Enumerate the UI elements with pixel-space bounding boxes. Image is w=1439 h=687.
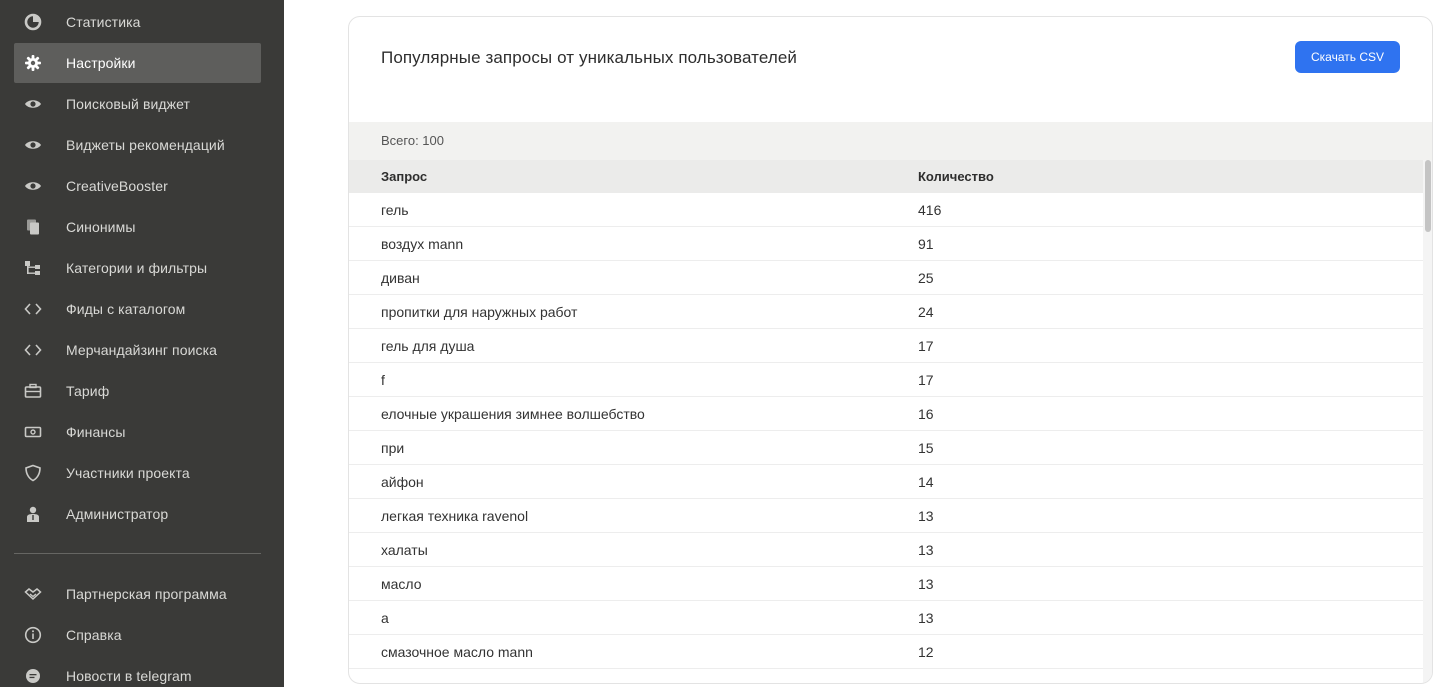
sidebar-item-label: Фиды с каталогом: [66, 301, 186, 317]
query-cell: легкая техника ravenol: [381, 508, 529, 524]
table-row: [349, 533, 1423, 567]
sidebar-item-finance[interactable]: [14, 412, 261, 452]
sidebar-item-help[interactable]: [14, 615, 261, 655]
handshake-icon: [24, 585, 42, 603]
popular-queries-card: [348, 16, 1433, 684]
query-cell: a: [381, 610, 389, 626]
query-cell: смазочное масло mann: [381, 644, 533, 660]
sidebar-item-label: Администратор: [66, 506, 169, 522]
sidebar-item-project-members[interactable]: [14, 453, 261, 493]
sidebar-divider: [14, 553, 261, 554]
query-cell: гель: [381, 202, 409, 218]
table-row: [349, 329, 1423, 363]
sidebar-item-recommendation-widgets[interactable]: [14, 125, 261, 165]
sidebar-item-label: Настройки: [66, 55, 136, 71]
briefcase-icon: [24, 382, 42, 400]
query-cell: воздух mann: [381, 236, 464, 252]
sidebar-item-label: Новости в telegram: [66, 668, 192, 684]
sidebar-item-label: Виджеты рекомендаций: [66, 137, 225, 153]
info-icon: [24, 626, 42, 644]
query-cell: пропитки для наружных работ: [381, 304, 578, 320]
sidebar-item-label: Участники проекта: [66, 465, 190, 481]
sidebar-item-search-widget[interactable]: [14, 84, 261, 124]
sidebar-item-creativebooster[interactable]: [14, 166, 261, 206]
table-row: [349, 567, 1423, 601]
statistics-icon: [24, 13, 42, 31]
table-header: [349, 160, 1423, 193]
table-row: [349, 227, 1423, 261]
sidebar-item-label: Категории и фильтры: [66, 260, 208, 276]
table-row: [349, 261, 1423, 295]
sidebar-item-label: Статистика: [66, 14, 141, 30]
eye-icon: [24, 95, 42, 113]
scrollbar-thumb[interactable]: [1425, 160, 1431, 232]
code-icon: [24, 341, 42, 359]
table-row: [349, 499, 1423, 533]
count-cell: 25: [918, 270, 934, 286]
count-cell: 17: [918, 338, 934, 354]
sidebar-item-label: Поисковый виджет: [66, 96, 191, 112]
sidebar-item-synonyms[interactable]: [14, 207, 261, 247]
sidebar-item-label: Тариф: [66, 383, 110, 399]
sidebar: [0, 0, 284, 687]
table-row: [349, 635, 1423, 669]
download-csv-button[interactable]: Скачать CSV: [1295, 41, 1400, 73]
query-cell: масло: [381, 576, 422, 592]
sidebar-item-label: CreativeBooster: [66, 178, 168, 194]
count-cell: 17: [918, 372, 934, 388]
query-cell: гель для душа: [381, 338, 475, 354]
sidebar-item-label: Справка: [66, 627, 122, 643]
column-header-query[interactable]: Запрос: [381, 169, 428, 184]
query-cell: халаты: [381, 542, 428, 558]
count-cell: 24: [918, 304, 934, 320]
sidebar-item-partner-program[interactable]: [14, 574, 261, 614]
total-bar: [349, 122, 1433, 160]
sidebar-item-label: Финансы: [66, 424, 126, 440]
count-cell: 13: [918, 508, 934, 524]
table-row: [349, 465, 1423, 499]
count-cell: 12: [918, 644, 934, 660]
table-row: [349, 193, 1423, 227]
sidebar-item-categories-filters[interactable]: [14, 248, 261, 288]
sidebar-item-label: Партнерская программа: [66, 586, 227, 602]
eye-icon: [24, 136, 42, 154]
sidebar-item-label: Мерчандайзинг поиска: [66, 342, 218, 358]
copy-icon: [24, 218, 42, 236]
count-cell: 91: [918, 236, 934, 252]
hierarchy-icon: [24, 259, 42, 277]
gear-icon: [24, 54, 42, 72]
count-cell: 13: [918, 576, 934, 592]
table-row: [349, 363, 1423, 397]
count-cell: 416: [918, 202, 942, 218]
column-header-count[interactable]: Количество: [918, 169, 994, 184]
count-cell: 14: [918, 474, 934, 490]
table-row: [349, 601, 1423, 635]
sidebar-item-tariff[interactable]: [14, 371, 261, 411]
admin-icon: [24, 505, 42, 523]
sidebar-item-search-merchandising[interactable]: [14, 330, 261, 370]
table-row: [349, 295, 1423, 329]
chat-icon: [24, 667, 42, 685]
query-cell: айфон: [381, 474, 424, 490]
sidebar-item-label: Синонимы: [66, 219, 136, 235]
table-row: [349, 431, 1423, 465]
query-cell: диван: [381, 270, 420, 286]
table-scrollbar[interactable]: [1423, 160, 1433, 684]
money-icon: [24, 423, 42, 441]
count-cell: 16: [918, 406, 934, 422]
code-icon: [24, 300, 42, 318]
table-body: [349, 193, 1423, 684]
sidebar-item-telegram-news[interactable]: [14, 656, 261, 687]
query-cell: елочные украшения зимнее волшебство: [381, 406, 645, 422]
sidebar-item-catalog-feeds[interactable]: [14, 289, 261, 329]
shield-icon: [24, 464, 42, 482]
count-cell: 13: [918, 610, 934, 626]
sidebar-item-settings[interactable]: [14, 43, 261, 83]
query-cell: при: [381, 440, 405, 456]
count-cell: 15: [918, 440, 934, 456]
table-row: [349, 397, 1423, 431]
card-title: Популярные запросы от уникальных пользователей: [381, 48, 798, 67]
query-cell: f: [381, 372, 385, 388]
sidebar-item-administrator[interactable]: [14, 494, 261, 534]
eye-icon: [24, 177, 42, 195]
sidebar-item-statistics[interactable]: [14, 2, 261, 42]
total-count: Всего: 100: [381, 133, 445, 148]
main-content: [284, 0, 1439, 687]
count-cell: 13: [918, 542, 934, 558]
